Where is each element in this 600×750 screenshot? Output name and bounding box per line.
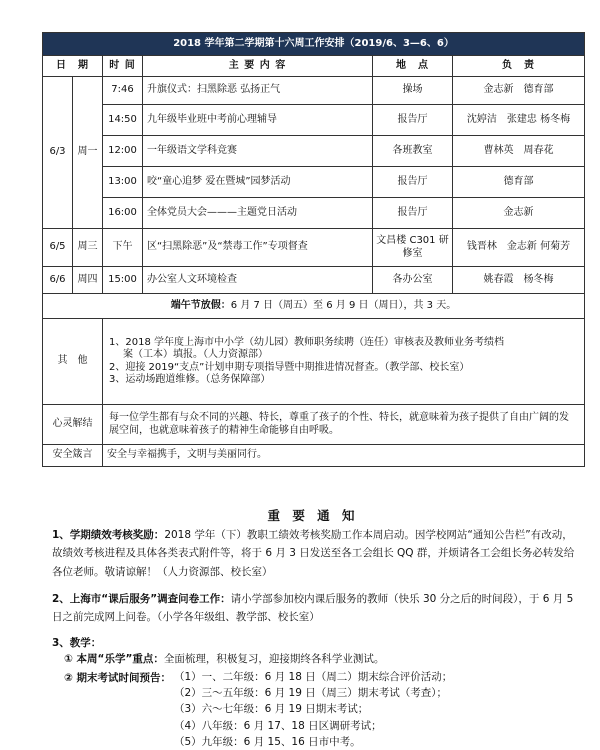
- weekday-cell: 周四: [73, 267, 103, 294]
- date-cell: 6/5: [43, 229, 73, 267]
- exam-schedule: [52, 669, 582, 750]
- header-place: 地 点: [373, 56, 453, 77]
- table-row: [43, 77, 585, 105]
- other-item: 1、2018 学年度上海市中小学（幼儿园）教师职务续聘（连任）审核表及教师业务考绩档: [109, 336, 504, 348]
- schedule-table: [42, 32, 585, 467]
- header-owner: 负 责: [453, 56, 585, 77]
- content-cell: 咬“童心追梦 爱在暨城”园梦活动: [143, 167, 373, 198]
- holiday-label: 端午节放假：: [170, 299, 231, 311]
- header-date: 日 期: [43, 56, 103, 77]
- place-cell: 报告厅: [373, 167, 453, 198]
- exam-list: [174, 669, 452, 750]
- safety-row: [43, 445, 585, 467]
- exam-item: （4）八年级：6 月 17、18 日区调研考试；: [174, 719, 382, 732]
- notice-item-1: [52, 526, 582, 581]
- place-cell: 文昌楼 C301 研修室: [373, 229, 453, 267]
- exam-item: （2）三～五年级：6 月 19 日（周三）期末考试（考查）；: [174, 687, 447, 700]
- content-cell: 办公室人文环境检查: [143, 267, 373, 294]
- header-time: 时 间: [103, 56, 143, 77]
- owner-cell: 德育部: [453, 167, 585, 198]
- schedule-title: 2018 学年第二学期第十六周工作安排（2019/6、3—6、6）: [43, 33, 585, 56]
- place-cell: 报告厅: [373, 198, 453, 229]
- weekday-cell: 周三: [73, 229, 103, 267]
- content-cell: 一年级语文学科竞赛: [143, 136, 373, 167]
- soul-label: 心灵解结: [43, 405, 103, 445]
- owner-cell: 金志新 德育部: [453, 77, 585, 105]
- schedule-sheet: [42, 32, 584, 467]
- content-cell: 全体党员大会———主题党日活动: [143, 198, 373, 229]
- place-cell: 报告厅: [373, 105, 453, 136]
- time-cell: 16:00: [103, 198, 143, 229]
- place-cell: 各办公室: [373, 267, 453, 294]
- safety-text: 安全与幸福携手，文明与美丽同行。: [103, 445, 585, 467]
- table-row: [43, 267, 585, 294]
- soul-row: [43, 405, 585, 445]
- time-cell: 下午: [103, 229, 143, 267]
- owner-cell: 金志新: [453, 198, 585, 229]
- owner-cell: 曹林英 周春花: [453, 136, 585, 167]
- place-cell: 操场: [373, 77, 453, 105]
- owner-cell: 沈婷洁 张建忠 杨冬梅: [453, 105, 585, 136]
- date-cell: 6/3: [43, 77, 73, 229]
- holiday-text: 6 月 7 日（周五）至 6 月 9 日（周日），共 3 天。: [230, 299, 457, 311]
- notice-3a-label: ① 本周“乐学”重点：: [64, 653, 164, 666]
- content-cell: 九年级毕业班中考前心理辅导: [143, 105, 373, 136]
- notice-3a-text: 全面梳理，积极复习，迎接期终各科学业测试。: [163, 653, 385, 666]
- notice-item-2: [52, 590, 582, 627]
- content-cell: 升旗仪式：扫黑除恶 弘扬正气: [143, 77, 373, 105]
- holiday-row: [43, 294, 585, 319]
- weekday-cell: 周一: [73, 77, 103, 229]
- exam-item: （3）六～七年级：6 月 19 日期末考试；: [174, 703, 369, 716]
- holiday-cell: [43, 294, 585, 319]
- owner-cell: 姚春霞 杨冬梅: [453, 267, 585, 294]
- exam-item: （5）九年级：6 月 15、16 日市中考。: [174, 735, 361, 748]
- other-item: 2、迎接 2019“支点”计划申期专项指导暨中期推进情况督查。（教学部、校长室）: [109, 361, 470, 373]
- title-row: [43, 33, 585, 56]
- notice-1-label: 1、学期绩效考核奖励：: [52, 529, 165, 541]
- table-row: [43, 198, 585, 229]
- date-cell: 6/6: [43, 267, 73, 294]
- owner-cell: 钱晋林 金志新 何菊芳: [453, 229, 585, 267]
- time-cell: 12:00: [103, 136, 143, 167]
- other-content: [103, 319, 585, 405]
- safety-label: 安全箴言: [43, 445, 103, 467]
- table-row: [43, 229, 585, 267]
- table-row: [43, 136, 585, 167]
- notice-3-label: 3、教学：: [52, 637, 102, 649]
- notice-item-3: [52, 634, 582, 750]
- header-content: 主 要 内 容: [143, 56, 373, 77]
- other-row: [43, 319, 585, 405]
- place-cell: 各班教室: [373, 136, 453, 167]
- content-cell: 区“扫黑除恶”及“禁毒工作”专项督查: [143, 229, 373, 267]
- notice-title: 重 要 通 知: [267, 508, 359, 523]
- table-row: [43, 105, 585, 136]
- notice-2-text: 请小学部参加校内课后服务的教师（快乐 30 分之后的时间段），于 6 月 5 日之前完成网上问卷。（小学各年级组、教学部、校长室）: [52, 593, 574, 624]
- time-cell: 15:00: [103, 267, 143, 294]
- other-item: 案（工本）填报。（人力资源部）: [123, 349, 268, 360]
- notice-1-text: 2018 学年（下）教职工绩效考核奖励工作本周启动。因学校网站“通知公告栏”有改动，故绩效考核进程及具体各类表式附件等，将于 6 月 3 日发送至各工会组长 QQ 群，并烦请各工会组长务必转发给各位老师。敬请谅解！（人力资源部、校长室）: [52, 529, 575, 578]
- exam-item: （1）一、二年级：6 月 18 日（周二）期末综合评价活动；: [174, 670, 453, 683]
- time-cell: 13:00: [103, 167, 143, 198]
- notice-2-label: 2、上海市“课后服务”调查问卷工作：: [52, 593, 231, 605]
- notice-3b-label: ② 期末考试时间预告：: [64, 671, 172, 684]
- notice-3a: [52, 650, 582, 668]
- other-item: 3、运动场跑道维修。（总务保障部）: [109, 374, 271, 385]
- table-row: [43, 167, 585, 198]
- other-label: 其 他: [43, 319, 103, 405]
- header-row: [43, 56, 585, 77]
- time-cell: 14:50: [103, 105, 143, 136]
- time-cell: 7:46: [103, 77, 143, 105]
- soul-text: 每一位学生都有与众不同的兴趣、特长，尊重了孩子的个性、特长，就意味着为孩子提供了自由广阔的发展空间，也就意味着孩子的精神生命能够自由呼吸。: [103, 405, 585, 445]
